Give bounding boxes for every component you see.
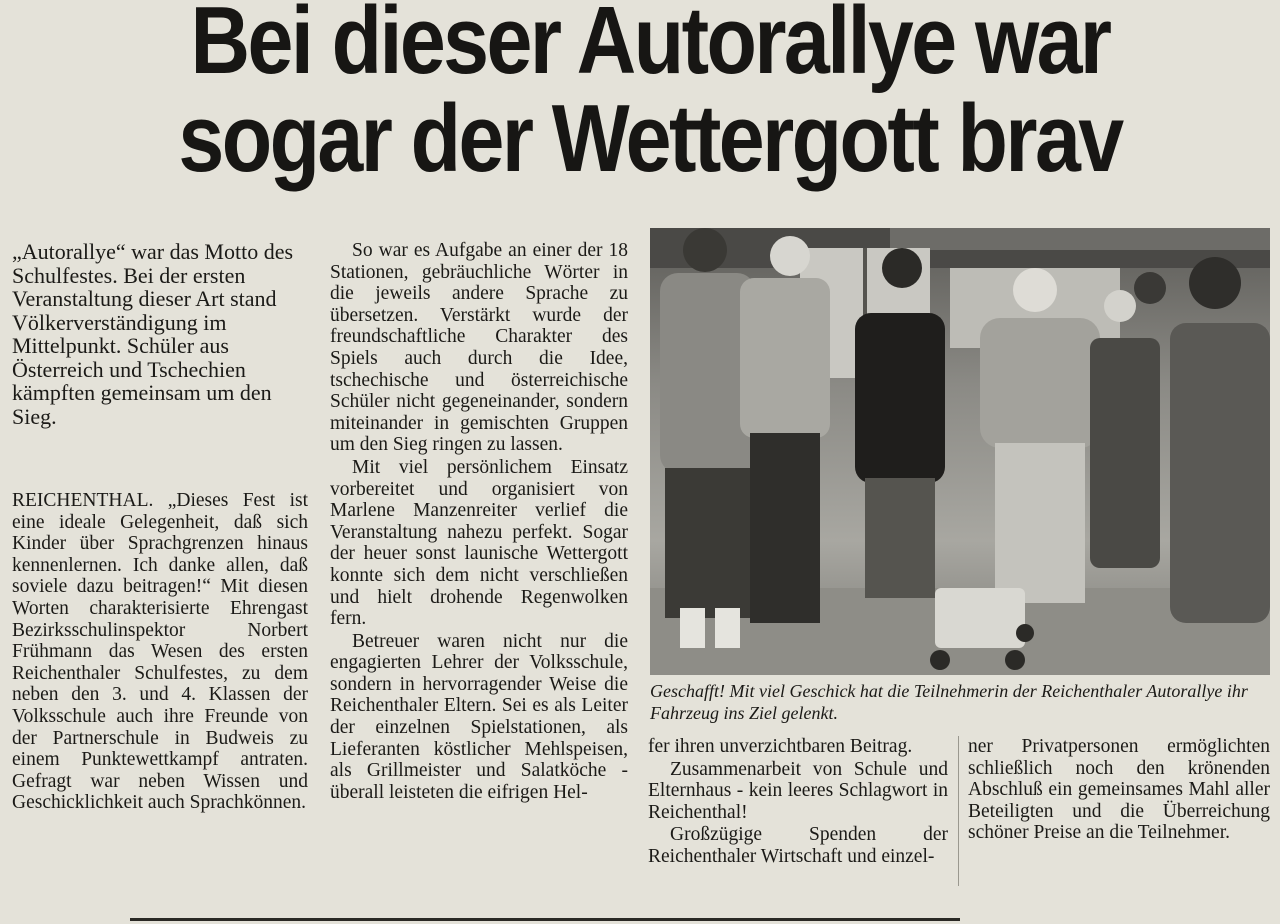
- photo-caption: Geschafft! Mit viel Geschick hat die Teilnehmerin der Reichenthaler Autorallye ihr Fahrzeug ins Ziel gelenkt.: [650, 681, 1248, 723]
- article-column-1: [12, 490, 308, 814]
- col3-paragraph-3: Großzügige Spenden der Reichenthaler Wirtschaft und einzel-: [648, 824, 948, 867]
- col1-paragraph-1: REICHENTHAL. „Dieses Fest ist eine ideale Gelegenheit, daß sich Kinder über Sprachgrenzen hinaus kennenlernen. Ich danke allen, daß soviele dazu beitragen!“ Mit diesen Worten charakterisierte Ehrengast Bezirksschulinspektor Norbert Frühmann das Wesen des ersten Reichenthaler Schulfestes, zu dem neben den 3. und 4. Klassen der Volksschule auch ihre Freunde von der Partnerschule in Budweis zu einem Punktewettkampf antraten. Gefragt war neben Wissen und Geschicklichkeit auch Sprachkönnen.: [12, 490, 308, 814]
- photo-illustration: [650, 228, 1270, 675]
- col2-paragraph-2: Mit viel persönlichem Einsatz vorbereitet und organisiert von Marlene Manzenreiter verlief die Veranstaltung nahezu perfekt. Sogar der heuer sonst launische Wettergott konnte sich dem nicht verschließen und hielt drohende Regenwolken fern.: [330, 456, 628, 630]
- headline-line-2: sogar der Wettergott brav: [178, 85, 1122, 192]
- article-photo: [650, 228, 1270, 675]
- headline: [143, 0, 1158, 192]
- article-column-2: [330, 240, 628, 803]
- col4-paragraph-1: ner Privatpersonen ermöglichten schließlich noch den krönenden Abschluß ein gemeinsames Mahl aller Beteiligten und die Überreichung schöner Preise an die Teilnehmer.: [968, 736, 1270, 844]
- headline-line-1: Bei dieser Autorallye war: [190, 0, 1110, 94]
- article-column-3: [648, 736, 948, 868]
- col3-paragraph-1: fer ihren unverzichtbaren Beitrag.: [648, 736, 913, 757]
- adjacent-article-bleed: [1190, 0, 1280, 120]
- article-column-4: [968, 736, 1270, 844]
- col2-paragraph-1: So war es Aufgabe an einer der 18 Stationen, gebräuchliche Wörter in die jeweils andere Sprache zu übersetzen. Verstärkt wurde der freundschaftliche Charakter des Spiels auch durch die Idee, tschechische und österreichische Schüler nicht gegeneinander, sondern miteinander in gemischten Gruppen um den Sieg ringen zu lassen.: [330, 240, 628, 456]
- col2-paragraph-3: Betreuer waren nicht nur die engagierten Lehrer der Volksschule, sondern in hervorragender Weise die Reichenthaler Eltern. Sei es als Leiter der einzelnen Spielstationen, als Lieferanten köstlicher Mehlspeisen, als Grillmeister und Salatköche - überall leisteten die eifrigen Hel-: [330, 630, 628, 803]
- lead-text: „Autorallye“ war das Motto des Schulfestes. Bei der ersten Veranstaltung dieser Art stand Völkerverständigung im Mittelpunkt. Schüler aus Österreich und Tschechien kämpften gemeinsam um den Sieg.: [12, 239, 294, 429]
- lead-paragraph: [12, 240, 300, 428]
- bottom-rule: [130, 918, 960, 921]
- col3-paragraph-2: Zusammenarbeit von Schule und Elternhaus - kein leeres Schlagwort in Reichenthal!: [648, 758, 948, 823]
- column-divider: [958, 736, 959, 886]
